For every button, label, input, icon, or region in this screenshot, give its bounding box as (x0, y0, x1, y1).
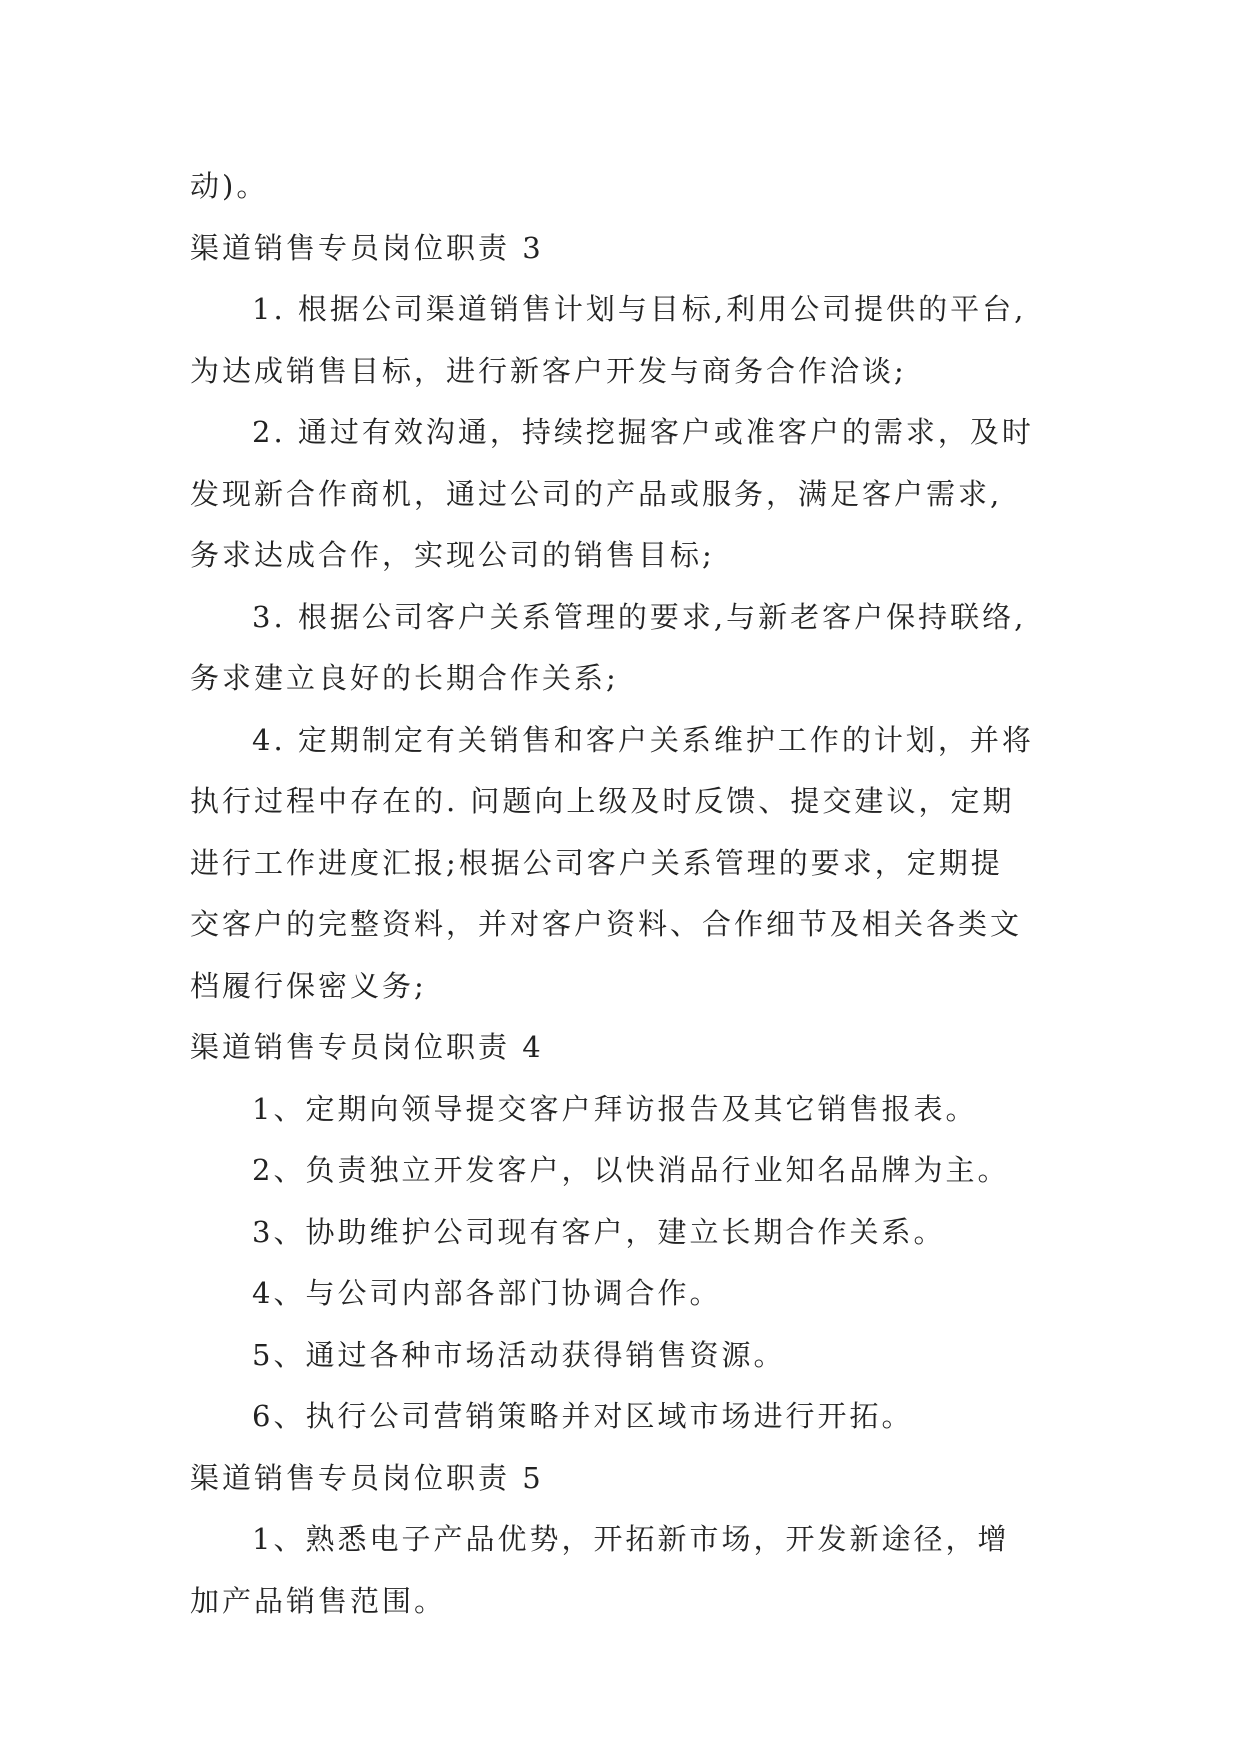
list-item: 3、协助维护公司现有客户，建立长期合作关系。 (252, 1214, 946, 1249)
list-item: 2、负责独立开发客户，以快消品行业知名品牌为主。 (252, 1153, 1010, 1187)
text-line: 交客户的完整资料，并对客户资料、合作细节及相关各类文 (190, 907, 1023, 941)
list-item: 4、与公司内部各部门协调合作。 (252, 1276, 722, 1310)
text-line: 加产品销售范围。 (190, 1583, 447, 1618)
list-item: 6、执行公司营销策略并对区域市场进行开拓。 (252, 1399, 914, 1433)
text-line: 执行过程中存在的. 问题向上级及时反馈、提交建议，定期 (190, 784, 1015, 818)
section-heading: 渠道销售专员岗位职责 5 (190, 1460, 544, 1495)
list-item: 5、通过各种市场活动获得销售资源。 (252, 1337, 786, 1372)
text-line: 为达成销售目标，进行新客户开发与商务合作洽谈; (190, 353, 907, 388)
text-line: 务求达成合作，实现公司的销售目标; (190, 538, 715, 572)
text-line: 4. 定期制定有关销售和客户关系维护工作的计划，并将 (252, 722, 1034, 757)
text-line: 务求建立良好的长期合作关系; (190, 661, 619, 695)
text-line: 进行工作进度汇报;根据公司客户关系管理的要求，定期提 (190, 845, 1003, 880)
text-line: 动)。 (190, 169, 269, 203)
section-heading: 渠道销售专员岗位职责 3 (190, 230, 544, 265)
text-line: 2. 通过有效沟通，持续挖掘客户或准客户的需求，及时 (252, 415, 1034, 449)
text-line: 档履行保密义务; (190, 968, 427, 1003)
text-line: 发现新合作商机，通过公司的产品或服务，满足客户需求, (190, 476, 1003, 511)
list-item: 1、熟悉电子产品优势，开拓新市场，开发新途径，增 (252, 1522, 1010, 1556)
section-heading: 渠道销售专员岗位职责 4 (190, 1030, 544, 1064)
document-page (190, 156, 1090, 1632)
list-item: 1、定期向领导提交客户拜访报告及其它销售报表。 (252, 1091, 978, 1126)
text-line: 1. 根据公司渠道销售计划与目标,利用公司提供的平台, (252, 292, 1027, 326)
text-line: 3. 根据公司客户关系管理的要求,与新老客户保持联络, (252, 599, 1027, 634)
